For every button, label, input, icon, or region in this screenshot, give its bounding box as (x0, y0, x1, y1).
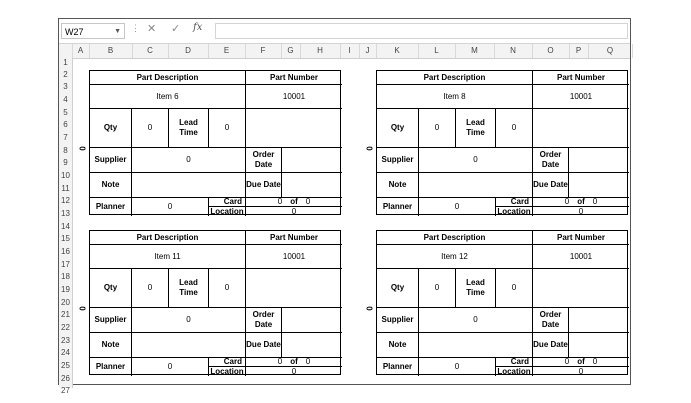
supplier-label[interactable]: Supplier (90, 308, 132, 333)
note-label[interactable]: Note (90, 173, 132, 198)
note-value[interactable] (419, 173, 533, 198)
row-header[interactable]: 13 (61, 209, 70, 218)
chevron-down-icon[interactable]: ▼ (114, 28, 121, 35)
column-header[interactable]: A (72, 44, 90, 58)
column-header[interactable]: N (494, 44, 533, 58)
part-number-label[interactable]: Part Number (246, 231, 342, 245)
lead-time-value[interactable]: 0 (209, 269, 246, 308)
row-header[interactable]: 9 (63, 158, 68, 167)
lead-time-label[interactable]: Lead Time (169, 109, 209, 148)
card-number: 0 (277, 197, 283, 206)
qty-value[interactable]: 0 (419, 109, 456, 148)
location-value[interactable]: 0 (291, 206, 297, 216)
row-header[interactable]: 11 (61, 184, 70, 193)
location-label[interactable]: Location (496, 367, 533, 376)
row-header[interactable]: 18 (61, 272, 70, 281)
side-value: 0 (364, 306, 374, 311)
card-label[interactable]: Card (209, 198, 246, 207)
row-header[interactable]: 16 (61, 247, 70, 256)
card-total: 0 (305, 357, 311, 366)
lead-time-label[interactable]: Lead Time (456, 109, 496, 148)
note-label[interactable]: Note (90, 333, 132, 358)
column-header[interactable]: M (455, 44, 495, 58)
column-header[interactable]: F (245, 44, 282, 58)
planner-value[interactable]: 0 (132, 358, 209, 376)
column-header[interactable]: B (89, 44, 133, 58)
column-header[interactable]: H (300, 44, 341, 58)
supplier-value[interactable]: 0 (132, 308, 246, 333)
column-header[interactable]: K (376, 44, 419, 58)
location-value[interactable]: 0 (578, 206, 584, 216)
row-header[interactable]: 6 (63, 120, 68, 129)
order-date-label[interactable]: Order Date (246, 308, 282, 333)
row-header[interactable]: 2 (63, 70, 68, 79)
order-date-label[interactable]: Order Date (246, 148, 282, 173)
part-number-label[interactable]: Part Number (246, 71, 342, 85)
note-value[interactable] (419, 333, 533, 358)
kanban-card (89, 70, 341, 215)
due-date-label[interactable]: Due Date (533, 333, 569, 358)
planner-label[interactable]: Planner (377, 358, 419, 376)
column-header[interactable]: D (168, 44, 209, 58)
qty-value[interactable]: 0 (419, 269, 456, 308)
card-label[interactable]: Card (496, 198, 533, 207)
location-value[interactable]: 0 (291, 366, 297, 376)
due-date-value[interactable] (282, 173, 342, 198)
supplier-label[interactable]: Supplier (377, 308, 419, 333)
kanban-card (376, 70, 628, 215)
side-value: 0 (364, 146, 374, 151)
item-name[interactable]: Item 6 (90, 85, 246, 109)
card-total: 0 (592, 197, 598, 206)
part-number-value[interactable]: 10001 (246, 245, 342, 269)
column-header[interactable]: E (208, 44, 246, 58)
planner-label[interactable]: Planner (90, 198, 132, 216)
supplier-label[interactable]: Supplier (90, 148, 132, 173)
column-header[interactable]: C (132, 44, 169, 58)
blank-cell[interactable] (533, 269, 629, 308)
card-label[interactable]: Card (496, 358, 533, 367)
location-label[interactable]: Location (496, 207, 533, 216)
row-header[interactable]: 10 (61, 171, 70, 180)
part-number-value[interactable]: 10001 (533, 85, 629, 109)
side-value: 0 (77, 146, 87, 151)
column-header[interactable]: L (418, 44, 456, 58)
function-icon[interactable]: fx (193, 22, 203, 33)
row-header[interactable]: 1 (63, 58, 68, 67)
column-header[interactable]: I (340, 44, 360, 58)
qty-label[interactable]: Qty (377, 269, 419, 308)
formula-bar (59, 19, 630, 44)
side-value: 0 (77, 306, 87, 311)
part-description-label[interactable]: Part Description (377, 71, 533, 85)
of-label: of (577, 197, 585, 206)
column-headers (59, 44, 630, 59)
item-name[interactable]: Item 8 (377, 85, 533, 109)
row-header[interactable]: 24 (61, 348, 70, 357)
part-description-label[interactable]: Part Description (90, 71, 246, 85)
column-header[interactable]: Q (588, 44, 633, 58)
of-label: of (577, 357, 585, 366)
card-total: 0 (305, 197, 311, 206)
cancel-icon[interactable]: ✕ (147, 23, 157, 35)
order-date-label[interactable]: Order Date (533, 148, 569, 173)
card-label[interactable]: Card (209, 358, 246, 367)
row-header[interactable]: 19 (61, 285, 70, 294)
due-date-value[interactable] (569, 173, 629, 198)
order-date-value[interactable] (282, 148, 342, 173)
note-value[interactable] (132, 333, 246, 358)
location-label[interactable]: Location (209, 367, 246, 376)
blank-cell[interactable] (246, 269, 342, 308)
row-header[interactable]: 27 (61, 386, 70, 395)
of-label: of (290, 197, 298, 206)
lead-time-label[interactable]: Lead Time (456, 269, 496, 308)
name-box[interactable] (61, 23, 125, 39)
row-header[interactable]: 25 (61, 361, 70, 370)
order-date-label[interactable]: Order Date (533, 308, 569, 333)
row-header[interactable]: 15 (61, 234, 70, 243)
part-description-label[interactable]: Part Description (90, 231, 246, 245)
dots-icon: ⋮ (131, 23, 140, 33)
due-date-value[interactable] (569, 333, 629, 358)
lead-time-value[interactable]: 0 (209, 109, 246, 148)
qty-label[interactable]: Qty (377, 109, 419, 148)
supplier-value[interactable]: 0 (132, 148, 246, 173)
row-header[interactable]: 21 (61, 310, 70, 319)
location-label[interactable]: Location (209, 207, 246, 216)
qty-value[interactable]: 0 (132, 109, 169, 148)
lead-time-value[interactable]: 0 (496, 269, 533, 308)
spreadsheet-window (58, 18, 631, 395)
qty-label[interactable]: Qty (90, 109, 132, 148)
card-total: 0 (592, 357, 598, 366)
row-header[interactable]: 14 (61, 222, 70, 231)
row-header[interactable]: 8 (63, 146, 68, 155)
supplier-value[interactable]: 0 (419, 308, 533, 333)
card-number: 0 (564, 357, 570, 366)
order-date-value[interactable] (569, 308, 629, 333)
note-label[interactable]: Note (377, 173, 419, 198)
blank-cell[interactable] (246, 109, 342, 148)
part-number-value[interactable]: 10001 (533, 245, 629, 269)
planner-value[interactable]: 0 (132, 198, 209, 216)
note-label[interactable]: Note (377, 333, 419, 358)
formula-input[interactable] (215, 23, 628, 39)
due-date-value[interactable] (282, 333, 342, 358)
supplier-value[interactable]: 0 (419, 148, 533, 173)
row-header[interactable]: 26 (61, 374, 70, 383)
column-header[interactable]: G (281, 44, 301, 58)
confirm-icon[interactable]: ✓ (171, 23, 181, 35)
part-description-label[interactable]: Part Description (377, 231, 533, 245)
row-header[interactable]: 17 (61, 260, 70, 269)
due-date-label[interactable]: Due Date (533, 173, 569, 198)
of-label: of (290, 357, 298, 366)
column-header[interactable]: P (569, 44, 589, 58)
row-header[interactable]: 7 (63, 133, 68, 142)
lead-time-value[interactable]: 0 (496, 109, 533, 148)
order-date-value[interactable] (569, 148, 629, 173)
card-number: 0 (277, 357, 283, 366)
planner-value[interactable]: 0 (419, 358, 496, 376)
name-box-value: W27 (65, 27, 84, 37)
qty-value[interactable]: 0 (132, 269, 169, 308)
order-date-value[interactable] (282, 308, 342, 333)
row-header[interactable]: 5 (63, 108, 68, 117)
planner-label[interactable]: Planner (90, 358, 132, 376)
kanban-card (376, 230, 628, 375)
item-name[interactable]: Item 12 (377, 245, 533, 269)
card-number: 0 (564, 197, 570, 206)
location-value[interactable]: 0 (578, 366, 584, 376)
part-number-value[interactable]: 10001 (246, 85, 342, 109)
part-number-label[interactable]: Part Number (533, 231, 629, 245)
planner-value[interactable]: 0 (419, 198, 496, 216)
part-number-label[interactable]: Part Number (533, 71, 629, 85)
due-date-label[interactable]: Due Date (246, 333, 282, 358)
row-header[interactable]: 20 (61, 298, 70, 307)
lead-time-label[interactable]: Lead Time (169, 269, 209, 308)
row-header[interactable]: 12 (61, 196, 70, 205)
note-value[interactable] (132, 173, 246, 198)
row-header[interactable]: 23 (61, 336, 70, 345)
row-header[interactable]: 22 (61, 323, 70, 332)
item-name[interactable]: Item 11 (90, 245, 246, 269)
column-header[interactable]: J (359, 44, 377, 58)
blank-cell[interactable] (533, 109, 629, 148)
qty-label[interactable]: Qty (90, 269, 132, 308)
supplier-label[interactable]: Supplier (377, 148, 419, 173)
row-header[interactable]: 4 (63, 95, 68, 104)
row-header[interactable]: 3 (63, 82, 68, 91)
planner-label[interactable]: Planner (377, 198, 419, 216)
select-all-corner[interactable] (59, 44, 73, 58)
column-header[interactable]: O (532, 44, 570, 58)
row-headers (59, 58, 73, 395)
due-date-label[interactable]: Due Date (246, 173, 282, 198)
kanban-card (89, 230, 341, 375)
